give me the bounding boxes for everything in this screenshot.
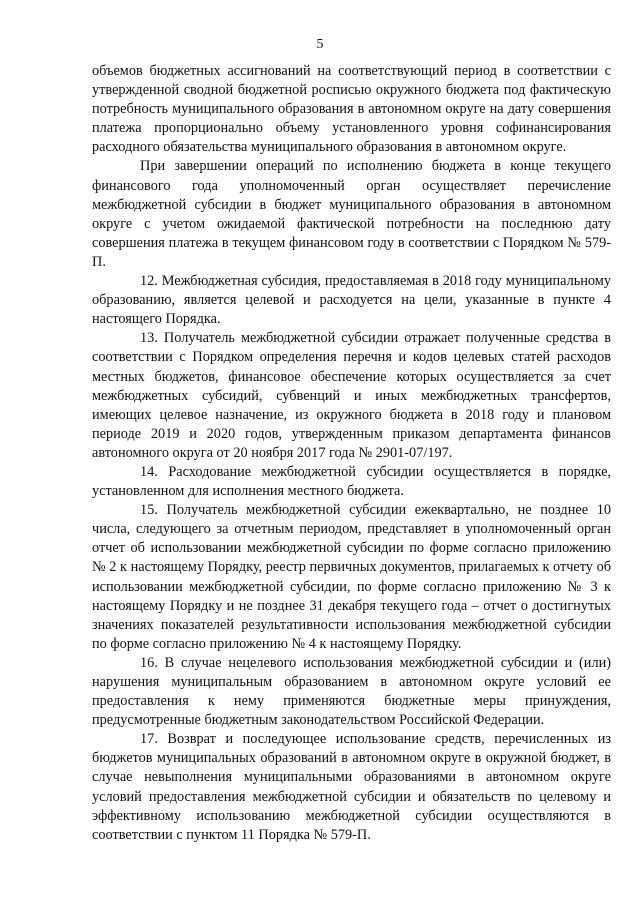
paragraph-continuation: объемов бюджетных ассигнований на соответствующий период в соответствии с утвержденной сводной бюджетной росписью окружного бюджета под фактическую потребность муниципального образования в автономном округе на дату совершения платежа пропорционально объему установленного уровня софинансирования расходного обязательства муниципального образования в автономном округе. xyxy=(92,63,611,156)
paragraph-15: 15. Получатель межбюджетной субсидии ежеквартально, не позднее 10 числа, следующего за отчетным периодом, представляет в уполномоченный орган отчет об использовании межбюджетной субсидии по форме согласно приложению № 2 к настоящему Порядку, реестр первичных документов, прилагаемых к отчету об использовании межбюджетной субсидии, по форме согласно приложению № 3 к настоящему Порядку и не позднее 31 декабря текущего года – отчет о достигнутых значениях показателей результативности использования межбюджетной субсидии по форме согласно приложению № 4 к настоящему Порядку. xyxy=(92,502,611,652)
page-number: 5 xyxy=(316,37,324,52)
paragraph-final-transfer: При завершении операций по исполнению бюджета в конце текущего финансового года уполномоченный орган осуществляет перечисление межбюджетной субсидии в бюджет муниципального образования в автономном округе с учетом ожидаемой фактической потребности на последнюю дату совершения платежа в текущем финансовом году в соответствии с Порядком № 579-П. xyxy=(92,158,611,270)
paragraph-17: 17. Возврат и последующее использование средств, перечисленных из бюджетов муниципальных образований в автономном округе в окружной бюджет, в случае невыполнения муниципальными образованиями в автономном округе условий предоставления межбюджетной субсидии и обязательств по целевому и эффективному использованию межбюджетной субсидии осуществляются в соответствии с пунктом 11 Порядка № 579-П. xyxy=(92,731,611,843)
paragraph-13: 13. Получатель межбюджетной субсидии отражает полученные средства в соответствии с Порядком определения перечня и кодов целевых статей расходов местных бюджетов, финансовое обеспечение которых осуществляется за счет межбюджетных субсидий, субвенций и иных межбюджетных трансфертов, имеющих целевое назначение, из окружного бюджета в 2018 году и плановом периоде 2019 и 2020 годов, утвержденным приказом департамента финансов автономного округа от 20 ноября 2017 года № 2901-07/197. xyxy=(92,330,611,461)
paragraph-12: 12. Межбюджетная субсидия, предоставляемая в 2018 году муниципальному образованию, является целевой и расходуется на цели, указанные в пункте 4 настоящего Порядка. xyxy=(92,273,611,328)
document-body xyxy=(92,62,611,845)
paragraph-14: 14. Расходование межбюджетной субсидии осуществляется в порядке, установленном для исполнения местного бюджета. xyxy=(92,463,611,500)
paragraph-16: 16. В случае нецелевого использования межбюджетной субсидии и (или) нарушения муниципальным образованием в автономном округе условий ее предоставления к нему применяются бюджетные меры принуждения, предусмотренные бюджетным законодательством Российской Федерации. xyxy=(92,654,611,729)
